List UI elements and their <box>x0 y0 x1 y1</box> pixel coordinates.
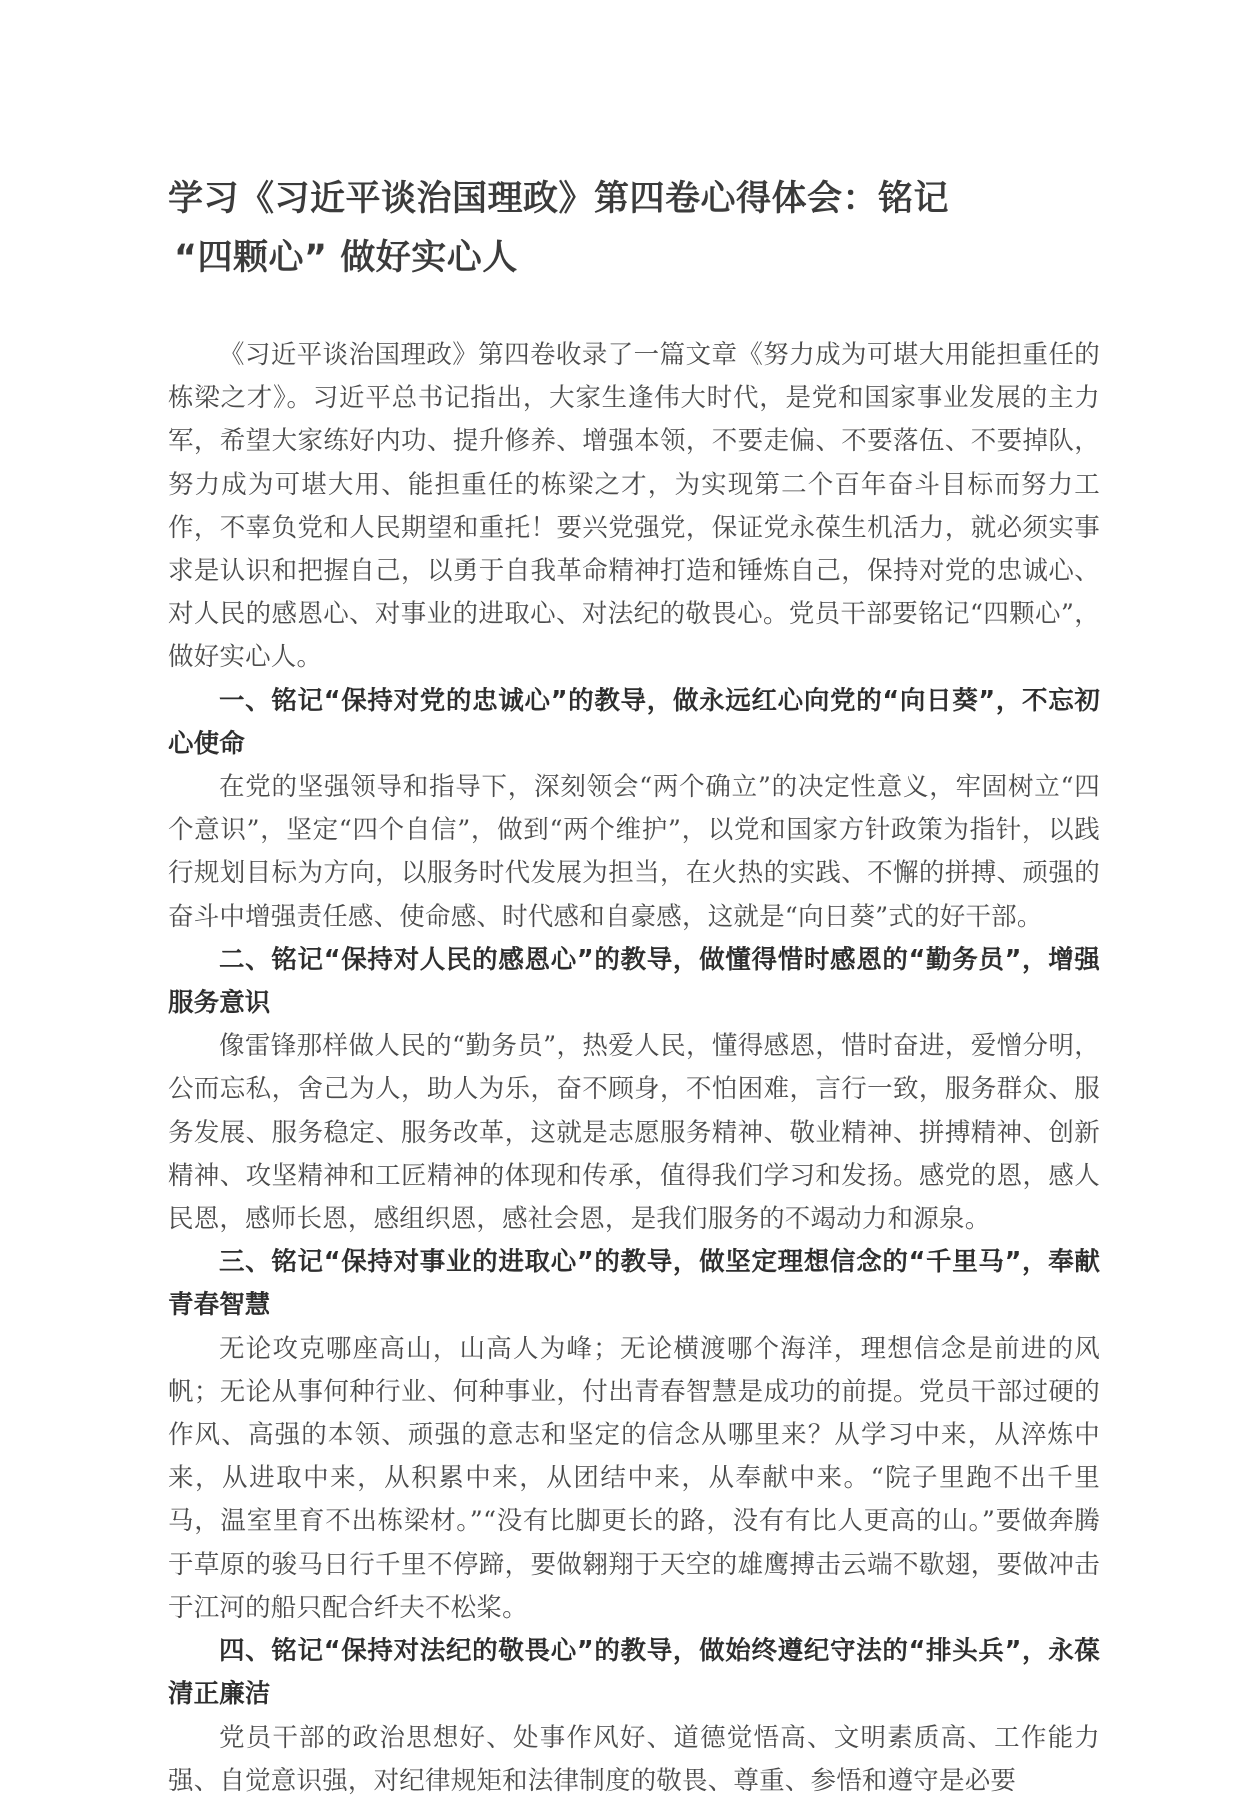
section-heading-2: 二、铭记“保持对人民的感恩心”的教导，做懂得惜时感恩的“勤务员”，增强服务意识 <box>168 944 1100 1019</box>
intro-paragraph: 《习近平谈治国理政》第四卷收录了一篇文章《努力成为可堪大用能担重任的栋梁之才》。习近平总书记指出，大家生逢伟大时代，是党和国家事业发展的主力军，希望大家练好内功、提升修养、增强本领，不要走偏、不要落伍、不要掉队，努力成为可堪大用、能担重任的栋梁之才，为实现第二个百年奋斗目标而努力工作，不辜负党和人民期望和重托！要兴党强党，保证党永葆生机活力，就必须实事求是认识和把握自己，以勇于自我革命精神打造和锤炼自己，保持对党的忠诚心、对人民的感恩心、对事业的进取心、对法纪的敬畏心。党员干部要铭记“四颗心”，做好实心人。 <box>168 340 1100 673</box>
section-heading-3: 三、铭记“保持对事业的进取心”的教导，做坚定理想信念的“千里马”，奉献青春智慧 <box>168 1247 1100 1321</box>
page-title-line-2: “四颗心” 做好实心人 <box>174 238 518 278</box>
section-paragraph-4: 党员干部的政治思想好、处事作风好、道德觉悟高、文明素质高、工作能力强、自觉意识强，对纪律规矩和法律制度的敬畏、尊重、参悟和遵守是必要 <box>168 1722 1100 1796</box>
section-paragraph-2: 像雷锋那样做人民的“勤务员”，热爱人民，懂得感恩，惜时奋进，爱憎分明，公而忘私，舍己为人，助人为乐，奋不顾身，不怕困难，言行一致，服务群众、服务发展、服务稳定、服务改革，这就是志愿服务精神、敬业精神、拼搏精神、创新精神、攻坚精神和工匠精神的体现和传承，值得我们学习和发扬。感党的恩，感人民恩，感师长恩，感组织恩，感社会恩，是我们服务的不竭动力和源泉。 <box>168 1031 1100 1235</box>
section-heading-1: 一、铭记“保持对党的忠诚心”的教导，做永远红心向党的“向日葵”，不忘初心使命 <box>168 685 1100 759</box>
section-heading-4: 四、铭记“保持对法纪的敬畏心”的教导，做始终遵纪守法的“排头兵”，永葆清正廉洁 <box>168 1636 1100 1710</box>
section-paragraph-3: 无论攻克哪座高山，山高人为峰；无论横渡哪个海洋，理想信念是前进的风帆；无论从事何种行业、何种事业，付出青春智慧是成功的前提。党员干部过硬的作风、高强的本领、顽强的意志和坚定的信念从哪里来？从学习中来，从淬炼中来，从进取中来，从积累中来，从团结中来，从奉献中来。“院子里跑不出千里马，温室里育不出栋梁材。”“没有比脚更长的路，没有有比人更高的山。”要做奔腾于草原的骏马日行千里不停蹄，要做翱翔于天空的雄鹰搏击云端不歇翅，要做冲击于江河的船只配合纤夫不松桨。 <box>168 1333 1100 1623</box>
page-title <box>168 170 1100 288</box>
section-paragraph-1: 在党的坚强领导和指导下，深刻领会“两个确立”的决定性意义，牢固树立“四个意识”，坚定“四个自信”，做到“两个维护”，以党和国家方针政策为指针，以践行规划目标为方向，以服务时代发展为担当，在火热的实践、不懈的拼搏、顽强的奋斗中增强责任感、使命感、时代感和自豪感，这就是“向日葵”式的好干部。 <box>168 772 1100 932</box>
document-body <box>168 334 1100 1803</box>
page-title-line-1: 学习《习近平谈治国理政》第四卷心得体会：铭记 <box>168 179 950 219</box>
